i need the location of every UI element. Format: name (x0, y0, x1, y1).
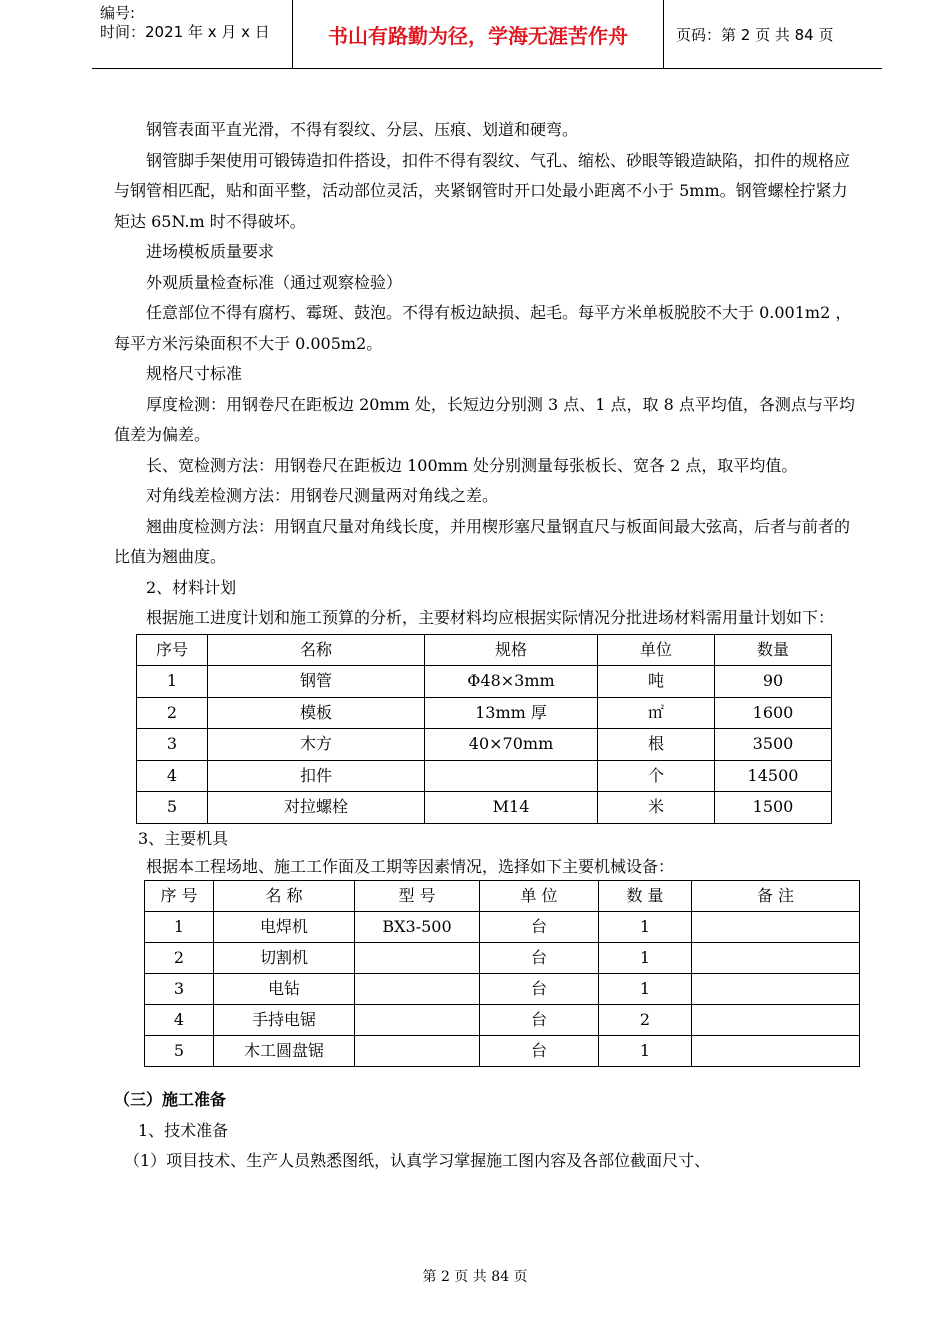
table-cell (692, 974, 860, 1005)
machines-intro: 根据本工程场地、施工工作面及工期等因素情况，选择如下主要机械设备： (146, 857, 675, 876)
table-header-cell: 数量 (715, 634, 832, 666)
table-cell: 电钻 (214, 974, 355, 1005)
table-header-cell: 序 号 (145, 881, 214, 912)
page-footer: 第 2 页 共 84 页 (422, 1269, 528, 1285)
table-row (145, 1005, 860, 1036)
table-cell: 1 (137, 666, 208, 698)
table-cell: 5 (137, 792, 208, 824)
table-cell: 米 (598, 792, 715, 824)
header-motto: 书山有路勤为径，学海无涯苦作舟 (292, 0, 664, 68)
table-header-cell: 名 称 (214, 881, 355, 912)
table-cell: 4 (145, 1005, 214, 1036)
table-cell: 2 (145, 943, 214, 974)
tech-prep-item: （1）项目技术、生产人员熟悉图纸，认真学习掌握施工图内容及各部位截面尺寸、 (124, 1151, 711, 1170)
paragraph: 长、宽检测方法：用钢卷尺在距板边 100mm 处分别测量每张板长、宽各 2 点，取平均值。 (146, 455, 798, 475)
table-row (137, 792, 832, 824)
paragraph: 规格尺寸标准 (146, 364, 243, 383)
table-cell: 手持电锯 (214, 1005, 355, 1036)
table-cell: 2 (599, 1005, 692, 1036)
table-cell: 台 (480, 974, 599, 1005)
table-cell: 1600 (715, 697, 832, 729)
table-cell (692, 943, 860, 974)
table-header-cell: 序号 (137, 634, 208, 666)
table-cell: 3500 (715, 729, 832, 761)
table-cell: 台 (480, 943, 599, 974)
table-header-cell: 单位 (598, 634, 715, 666)
paragraph: 对角线差检测方法：用钢卷尺测量两对角线之差。 (146, 486, 499, 505)
table-cell (692, 1005, 860, 1036)
table-cell: 14500 (715, 760, 832, 792)
table-cell: 模板 (208, 697, 425, 729)
table-row (145, 943, 860, 974)
paragraph: 厚度检测：用钢卷尺在距板边 20mm 处，长短边分别测 3 点、1 点，取 8 点平均值，各测点与平均值差为偏差。 (114, 394, 855, 444)
machines-table (144, 880, 860, 1067)
table-header-row (145, 881, 860, 912)
table-cell: 40×70mm (425, 729, 598, 761)
table-cell: 电焊机 (214, 912, 355, 943)
table-cell: 3 (145, 974, 214, 1005)
table-cell: 台 (480, 1036, 599, 1067)
table-row (137, 666, 832, 698)
table-cell: 3 (137, 729, 208, 761)
table-cell: 台 (480, 1005, 599, 1036)
table-header-cell: 型 号 (355, 881, 480, 912)
table-cell: 切割机 (214, 943, 355, 974)
table-cell: 木方 (208, 729, 425, 761)
materials-table (136, 634, 832, 824)
table-cell: 90 (715, 666, 832, 698)
table-row (137, 729, 832, 761)
document-number-label: 编号: (100, 4, 136, 22)
table-cell: 1 (599, 943, 692, 974)
table-cell: 木工圆盘锯 (214, 1036, 355, 1067)
table-cell: Φ48×3mm (425, 666, 598, 698)
table-header-cell: 名称 (208, 634, 425, 666)
table-cell: 1 (599, 974, 692, 1005)
table-cell: BX3-500 (355, 912, 480, 943)
table-cell: 钢管 (208, 666, 425, 698)
table-cell: 5 (145, 1036, 214, 1067)
header-left (100, 4, 270, 42)
table-cell: 对拉螺栓 (208, 792, 425, 824)
table-cell: 4 (137, 760, 208, 792)
table-header-row (137, 634, 832, 666)
paragraph: 任意部位不得有腐朽、霉斑、鼓泡。不得有板边缺损、起毛。每平方米单板脱胶不大于 0.001m2 ，每平方米污染面积不大于 0.005m2。 (114, 303, 852, 353)
table-cell: 1 (599, 1036, 692, 1067)
header-page-info: 页码：第 2 页 共 84 页 (676, 26, 834, 44)
table-cell: 1500 (715, 792, 832, 824)
materials-heading: 2、材料计划 (146, 577, 237, 597)
table-cell (355, 1005, 480, 1036)
table-cell (355, 1036, 480, 1067)
document-body (114, 115, 860, 1177)
paragraph: 根据施工进度计划和施工预算的分析，主要材料均应根据实际情况分批进场材料需用量计划如下： (146, 608, 835, 627)
table-row (145, 912, 860, 943)
paragraph: 进场模板质量要求 (146, 242, 275, 261)
table-cell: 1 (145, 912, 214, 943)
page-header (92, 0, 882, 69)
table-header-cell: 数 量 (599, 881, 692, 912)
table-row (145, 974, 860, 1005)
paragraph: 钢管脚手架使用可锻铸造扣件搭设，扣件不得有裂纹、气孔、缩松、砂眼等锻造缺陷，扣件的规格应与钢管相匹配，贴和面平整，活动部位灵活，夹紧钢管时开口处最小距离不小于 5mm。钢管螺栓拧紧力矩达 65N.m 时不得破坏。 (114, 150, 851, 231)
tech-prep-heading: 1、技术准备 (138, 1120, 229, 1140)
table-cell: 13mm 厚 (425, 697, 598, 729)
table-header-cell: 备 注 (692, 881, 860, 912)
table-cell (692, 1036, 860, 1067)
table-cell: 根 (598, 729, 715, 761)
paragraph: 翘曲度检测方法：用钢直尺量对角线长度，并用楔形塞尺量钢直尺与板面间最大弦高，后者与前者的比值为翘曲度。 (114, 516, 851, 566)
table-cell: 扣件 (208, 760, 425, 792)
table-cell: 台 (480, 912, 599, 943)
table-row (137, 697, 832, 729)
document-time: 时间：2021 年 x 月 x 日 (100, 23, 270, 41)
table-cell: 1 (599, 912, 692, 943)
table-header-cell: 单 位 (480, 881, 599, 912)
table-cell (692, 912, 860, 943)
table-cell: M14 (425, 792, 598, 824)
table-row (137, 760, 832, 792)
table-cell (355, 974, 480, 1005)
section-title: （三）施工准备 (114, 1090, 227, 1109)
table-cell: 2 (137, 697, 208, 729)
table-cell: 个 (598, 760, 715, 792)
machines-heading: 3、主要机具 (138, 828, 229, 848)
table-row (145, 1036, 860, 1067)
paragraph: 外观质量检查标准（通过观察检验） (146, 272, 403, 292)
paragraph: 钢管表面平直光滑，不得有裂纹、分层、压痕、划道和硬弯。 (146, 120, 579, 139)
table-cell: 吨 (598, 666, 715, 698)
table-cell (425, 760, 598, 792)
table-cell (355, 943, 480, 974)
table-cell: ㎡ (598, 697, 715, 729)
table-header-cell: 规格 (425, 634, 598, 666)
